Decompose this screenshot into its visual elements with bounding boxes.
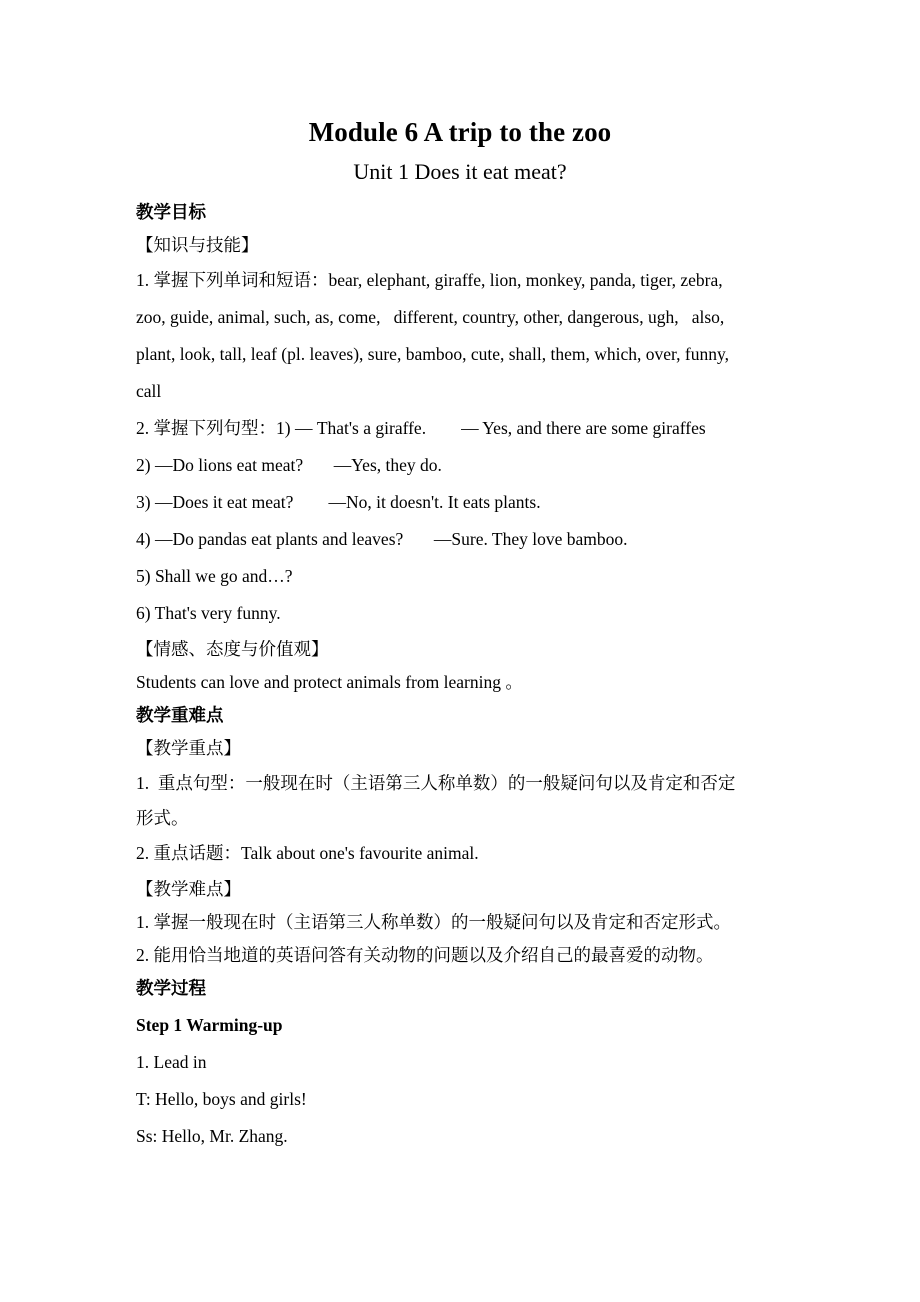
sentence-pattern-line-5: 5) Shall we go and…? [136,566,293,586]
page-title: Module 6 A trip to the zoo [308,117,612,147]
key-point-2: 2. 重点话题：Talk about one's favourite animal. [136,843,479,863]
difficult-point-2: 2. 能用恰当地道的英语问答有关动物的问题以及介绍自己的最喜爱的动物。 [136,945,714,965]
sentence-pattern-line-2: 2) —Do lions eat meat? —Yes, they do. [136,455,442,475]
vocabulary-line-1: 1. 掌握下列单词和短语：bear, elephant, giraffe, lion, monkey, panda, tiger, zebra, [136,270,723,290]
heading-key-points: 【教学重点】 [136,738,241,758]
heading-key-and-difficult-points: 教学重难点 [136,705,224,725]
vocabulary-line-2: zoo, guide, animal, such, as, come, different, country, other, dangerous, ugh, also, [136,307,725,327]
heading-step-1-warming-up: Step 1 Warming-up [136,1015,283,1035]
sentence-pattern-line-1: 2. 掌握下列句型：1) — That's a giraffe. — Yes, and there are some giraffes [136,418,706,438]
sentence-pattern-line-6: 6) That's very funny. [136,603,281,623]
heading-knowledge-and-skills: 【知识与技能】 [136,235,259,255]
key-point-1-line-1: 1. 重点句型：一般现在时（主语第三人称单数）的一般疑问句以及肯定和否定 [136,773,736,793]
heading-teaching-process: 教学过程 [136,978,206,998]
step-1-lead-in: 1. Lead in [136,1052,207,1072]
sentence-pattern-line-3: 3) —Does it eat meat? —No, it doesn't. It eats plants. [136,492,541,512]
vocabulary-line-3: plant, look, tall, leaf (pl. leaves), sure, bamboo, cute, shall, them, which, over, funny, [136,344,730,364]
emotion-objective-text: Students can love and protect animals from learning 。 [136,672,523,692]
dialogue-students-line: Ss: Hello, Mr. Zhang. [136,1126,288,1146]
dialogue-teacher-line: T: Hello, boys and girls! [136,1089,307,1109]
page-subtitle: Unit 1 Does it eat meat? [353,159,567,184]
vocabulary-line-4: call [136,381,162,401]
heading-teaching-objectives: 教学目标 [136,202,206,222]
heading-difficult-points: 【教学难点】 [136,879,241,899]
heading-emotion-attitude-values: 【情感、态度与价值观】 [136,639,329,659]
sentence-pattern-line-4: 4) —Do pandas eat plants and leaves? —Sure. They love bamboo. [136,529,628,549]
top-margin [136,0,784,112]
key-point-1-line-2: 形式。 [136,808,189,828]
difficult-point-1: 1. 掌握一般现在时（主语第三人称单数）的一般疑问句以及肯定和否定形式。 [136,912,731,932]
